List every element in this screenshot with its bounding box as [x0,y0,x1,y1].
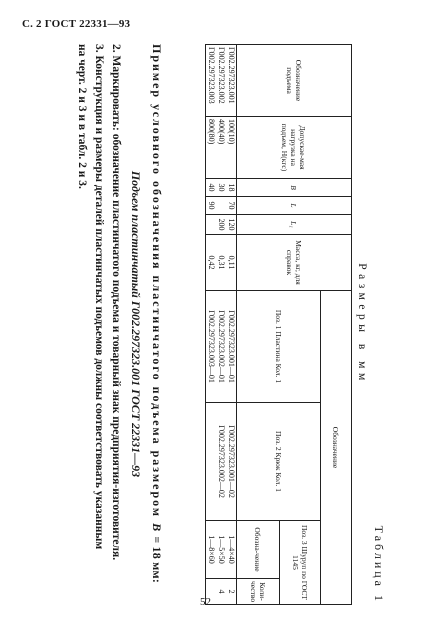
table-cell-B: 30 [216,179,226,197]
col-L1: L₁ [237,215,352,235]
col-pos2: Поз. 2 Крюк Кол. 1 [237,403,321,521]
col-B: B [237,179,352,197]
table-units: Размеры в мм [356,263,368,385]
col-L: L [237,197,352,215]
col-pos3-obozn: Обозна-чение [237,521,280,579]
table-cell-load: 400(40) [216,117,226,179]
col-mass: Масса, кг, для справок [237,235,352,291]
page-number: 52 [200,596,211,608]
table-cell-designation: Г002.297323.003 [206,45,217,117]
note-3-line2: на черт. 2 и 3 и в табл. 2 и 3. [76,44,88,189]
col-load: Допускае-мая нагрузка на подъем, Н(кгс) [237,117,352,179]
note-2: 2. Маркировать: обозначение пластинчатого подъема и товарный знак предприятия-изготовителя. [110,44,122,561]
table-cell-L: 90 [206,197,217,215]
page-header: С. 2 ГОСТ 22331—93 [22,18,131,30]
table-cell-mass: 0,11 [226,235,237,291]
example-title [149,44,164,604]
table-cell-L1 [206,215,217,235]
example-prefix: Пример условного обозначения пластинчатого подъема размером [150,44,164,519]
note-3-line1: 3. Конструкция и размеры деталей пластинчатых подъемов должны соответствовать указанным [93,44,105,550]
table-cell-L: 70 [226,197,237,215]
table-cell-load: 100(10) [226,117,237,179]
table-caption: Таблица 1 [372,525,386,604]
table-cell-L [216,197,226,215]
col-pos3: Поз. 3 Шуруп по ГОСТ 1145 [280,521,321,605]
table-cell-pos2: Г002.297323.002—02 [216,403,226,521]
table-cell-designation: Г002.297323.002 [216,45,226,117]
table-cell-screw: 1—8×60 [206,521,217,579]
rotated-content [16,44,386,604]
table-cell-screw: 1—5×50 [216,521,226,579]
col-designation: Обозначение подъема [237,45,352,117]
example-designation: Подъем пластинчатый Г002.297323.001 ГОСТ 22331—93 [129,170,143,478]
table-cell-mass: 0,31 [216,235,226,291]
table-cell-B: 40 [206,179,217,197]
table-cell-pos2 [206,403,217,521]
table-row [226,45,237,605]
table-cell-load: 800(80) [206,117,217,179]
table-cell-B: 18 [226,179,237,197]
sizes-table [205,44,352,605]
table-row [216,45,226,605]
table-cell-L1: 120 [226,215,237,235]
example-suffix: = 18 мм: [150,536,164,584]
table-cell-L1: 200 [216,215,226,235]
table-cell-pos1: Г002.297323.003—01 [206,291,217,403]
col-oboznachenie: Обозначение [321,291,352,605]
table-row [206,45,217,605]
table-cell-pos1: Г002.297323.002—01 [216,291,226,403]
table-cell-pos1: Г002.297323.001—01 [226,291,237,403]
table-cell-designation: Г002.297323.001 [226,45,237,117]
table-cell-screw: 1—4×40 [226,521,237,579]
table-cell-qty: 4 [216,579,226,605]
example-var: B [150,523,164,532]
table-cell-qty: 2 [226,579,237,605]
table-cell-mass: 0,42 [206,235,217,291]
col-pos3-qty: Коли-чество [237,579,280,605]
col-pos1: Поз. 1 Пластина Кол. 1 [237,291,321,403]
table-cell-pos2: Г002.297323.001—02 [226,403,237,521]
